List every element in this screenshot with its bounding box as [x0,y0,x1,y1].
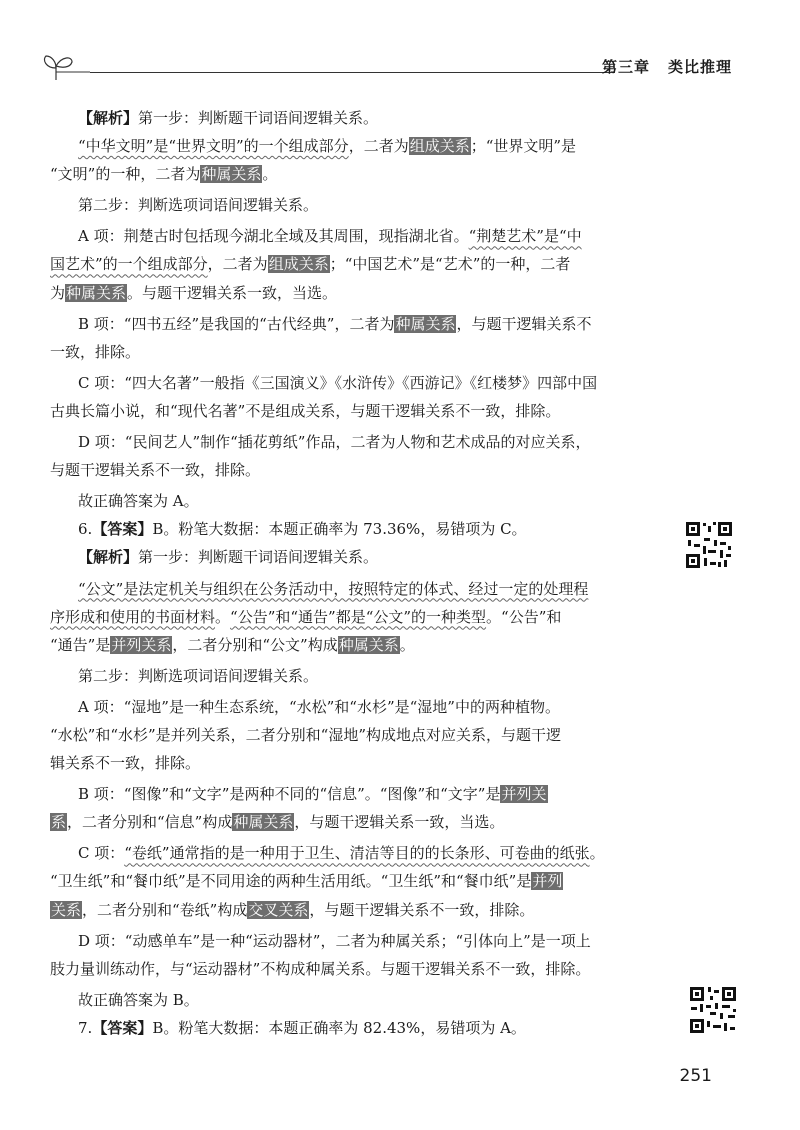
text-line [50,721,662,749]
section-label: 【解析】 [78,548,139,567]
text-segment: 。 [215,607,231,626]
text-segment: “通告”是 [50,635,111,654]
text-segment: 与题干逻辑关系不一致，排除。 [50,461,261,480]
text-line [50,662,662,690]
answer-explanation-body [50,104,662,1042]
text-segment: 第一步：判断题干词语间逻辑关系。 [138,548,379,567]
text-line [50,250,662,278]
text-segment: ；“世界文明”是 [470,137,577,156]
text-segment: 辑关系不一致，排除。 [50,754,201,773]
underlined-text: “中华文明”是“世界文明”的一个组成部分 [78,137,349,156]
sprout-icon [36,50,96,84]
text-segment: “卫生纸”和“餐巾纸”是不同用途的两种生活用纸。“卫生纸”和“餐巾纸”是 [50,872,532,891]
highlighted-term: 关系 [51,900,82,919]
text-line [50,132,662,160]
highlighted-term: 并列关系 [111,635,172,654]
qr-code-icon[interactable] [684,520,734,570]
text-segment: 第一步：判断题干词语间逻辑关系。 [138,109,379,127]
text-line [50,222,662,250]
text-line [50,338,662,366]
underlined-text: “公告”和“通告”都是“公文”的一种类型 [230,607,487,626]
text-segment: ，二者分别和“信息”构成 [67,813,233,832]
highlighted-term: 种属关系 [201,165,262,184]
chapter-title [602,56,732,77]
text-segment: ，二者分别和“卷纸”构成 [82,900,248,919]
text-line [50,1014,662,1042]
highlighted-term: 种属关系 [395,314,456,333]
text-segment: B 项：“四书五经”是我国的“古代经典”，二者为 [78,314,395,333]
text-segment: D 项：“民间艺人”制作“插花剪纸”作品，二者为人物和艺术成品的对应关系， [78,433,591,452]
text-segment: “文明”的一种，二者为 [50,165,201,184]
page-number: 251 [679,1066,712,1086]
text-segment: 一致，排除。 [50,342,141,361]
text-line [50,456,662,484]
text-segment: 第二步：判断选项词语间逻辑关系。 [78,196,319,215]
text-line [50,543,662,571]
text-line [50,191,662,219]
highlighted-term: 并列 [532,872,563,891]
underlined-text: “卷纸”通常指的是一种用于卫生、清洁等目的的长条形、可卷曲的纸张 [124,844,590,863]
text-line [50,279,662,307]
chapter-name: 类比推理 [667,58,732,76]
text-line [50,603,662,631]
text-line [50,160,662,188]
section-label: 【答案】 [92,520,153,539]
text-segment: ；“中国艺术”是“艺术”的一种，二者 [329,255,571,274]
text-segment: 7. [78,1018,93,1037]
highlighted-term: 种属关系 [338,635,399,654]
text-segment: 故正确答案为 A。 [78,492,199,511]
highlighted-term: 交叉关系 [248,900,309,919]
highlighted-term: 组成关系 [268,255,329,274]
text-segment: “水松”和“水杉”是并列关系，二者分别和“湿地”构成地点对应关系，与题干逻 [50,725,562,744]
text-segment: ，二者为 [348,137,409,156]
highlighted-term: 种属关系 [66,283,127,302]
qr-code-icon[interactable] [688,985,738,1035]
text-line [50,693,662,721]
text-segment: 。 [589,844,605,863]
text-segment: 6. [78,520,93,539]
text-line [50,955,662,983]
text-segment: B。粉笔大数据：本题正确率为 82.43%，易错项为 A。 [152,1018,526,1037]
text-line [50,986,662,1014]
underlined-text: 国艺术”的一个组成部分 [50,255,208,274]
highlighted-term: 组成关系 [409,137,470,156]
text-segment: ，与题干逻辑关系不 [456,314,592,333]
text-line [50,104,662,132]
header-rule [90,72,615,73]
text-segment: ，二者分别和“公文”构成 [172,635,338,654]
underlined-text: 序形成和使用的书面材料 [50,607,216,626]
text-line [50,575,662,603]
text-line [50,487,662,515]
text-segment: 第二步：判断选项词语间逻辑关系。 [78,666,319,685]
text-line [50,867,662,895]
text-line [50,927,662,955]
text-segment: 故正确答案为 B。 [78,990,199,1009]
text-segment: B 项：“图像”和“文字”是两种不同的“信息”。“图像”和“文字”是 [78,785,501,804]
text-segment: 。 [399,635,415,654]
chapter-number: 第三章 [601,58,650,76]
page-header [36,50,736,84]
text-line [50,808,662,836]
text-segment: ，与题干逻辑关系不一致，排除。 [309,900,535,919]
text-segment: 古典长篇小说，和“现代名著”不是组成关系，与题干逻辑关系不一致，排除。 [50,401,561,420]
text-segment: A 项：荆楚古时包括现今湖北全域及其周围，现指湖北省。 [78,227,469,246]
text-segment: 。 [262,165,278,184]
text-line [50,896,662,924]
text-segment: B。粉笔大数据：本题正确率为 73.36%，易错项为 C。 [152,520,527,539]
text-segment: C 项：“四大名著”一般指《三国演义》《水浒传》《西游记》《红楼梦》四部中国 [78,373,598,392]
text-segment: 。“公告”和 [486,607,562,626]
text-segment: C 项： [78,844,125,863]
text-line [50,310,662,338]
text-line [50,515,662,543]
highlighted-term: 种属关系 [233,813,294,832]
text-segment: D 项：“动感单车”是一种“运动器材”，二者为种属关系；“引体向上”是一项上 [78,931,591,950]
underlined-text: “荆楚艺术”是“中 [468,227,582,246]
text-segment: ，二者为 [207,255,268,274]
text-segment: 为 [50,283,66,302]
text-line [50,631,662,659]
text-line [50,397,662,425]
section-label: 【解析】 [78,109,139,127]
text-line [50,839,662,867]
text-line [50,369,662,397]
text-segment: 。与题干逻辑关系一致，当选。 [127,283,338,302]
text-segment: A 项：“湿地”是一种生态系统，“水松”和“水杉”是“湿地”中的两种植物。 [78,697,560,716]
highlighted-term: 系 [51,813,67,832]
text-segment: ，与题干逻辑关系一致，当选。 [294,813,505,832]
section-label: 【答案】 [92,1018,153,1037]
text-line [50,428,662,456]
text-line [50,749,662,777]
text-segment: 肢力量训练动作，与“运动器材”不构成种属关系。与题干逻辑关系不一致，排除。 [50,959,591,978]
highlighted-term: 并列关 [501,785,547,804]
underlined-text: “公文”是法定机关与组织在公务活动中，按照特定的体式、经过一定的处理程 [78,579,589,598]
text-line [50,780,662,808]
